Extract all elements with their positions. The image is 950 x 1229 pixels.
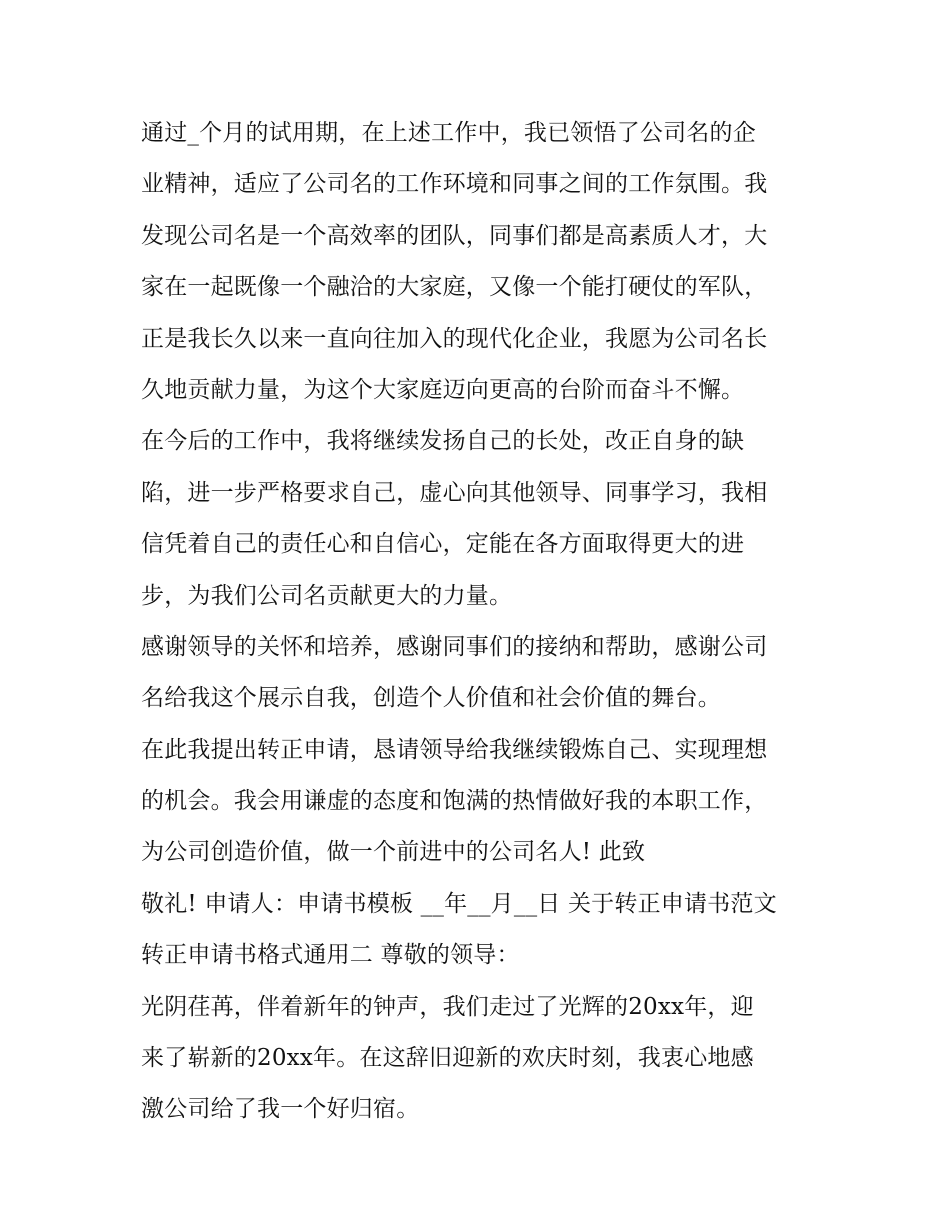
- text-line: 在此我提出转正申请，恳请领导给我继续锻炼自己、实现理想: [141, 736, 768, 763]
- text-line: 步，为我们公司名贡献更大的力量。: [141, 582, 513, 609]
- text-line: 的机会。我会用谦虚的态度和饱满的热情做好我的本职工作，: [141, 788, 768, 815]
- text-line: 名给我这个展示自我，创造个人价值和社会价值的舞台。: [141, 685, 721, 712]
- text-line: 业精神，适应了公司名的工作环境和同事之间的工作氛围。我: [141, 171, 768, 198]
- text-line: 敬礼! 申请人：申请书模板 __年__月__日 关于转正申请书范文: [141, 890, 777, 917]
- document-body: [141, 108, 821, 1136]
- text-line: 感谢领导的关怀和培养，感谢同事们的接纳和帮助，感谢公司: [141, 633, 768, 660]
- text-line: 家在一起既像一个融洽的大家庭，又像一个能打硬仗的军队，: [141, 274, 768, 301]
- text-line: 光阴荏苒，伴着新年的钟声，我们走过了光辉的20xx年，迎: [141, 993, 754, 1020]
- text-line: 通过_个月的试用期，在上述工作中，我已领悟了公司名的企: [141, 120, 756, 146]
- text-line: 信凭着自己的责任心和自信心，定能在各方面取得更大的进: [141, 531, 745, 558]
- text-line: 激公司给了我一个好归宿。: [141, 1096, 420, 1123]
- text-line: 正是我长久以来一直向往加入的现代化企业，我愿为公司名长: [141, 325, 768, 352]
- text-line: 陷，进一步严格要求自己，虚心向其他领导、同事学习，我相: [141, 479, 768, 506]
- text-line: 在今后的工作中，我将继续发扬自己的长处，改正自身的缺: [141, 428, 745, 455]
- text-line: 转正申请书格式通用二 尊敬的领导：: [141, 942, 520, 969]
- text-line: 为公司创造价值，做一个前进中的公司名人! 此致: [141, 839, 646, 866]
- text-line: 来了崭新的20xx年。在这辞旧迎新的欢庆时刻，我衷心地感: [141, 1045, 754, 1072]
- text-line: 久地贡献力量，为这个大家庭迈向更高的台阶而奋斗不懈。: [141, 376, 745, 403]
- text-line: 发现公司名是一个高效率的团队，同事们都是高素质人才，大: [141, 222, 768, 249]
